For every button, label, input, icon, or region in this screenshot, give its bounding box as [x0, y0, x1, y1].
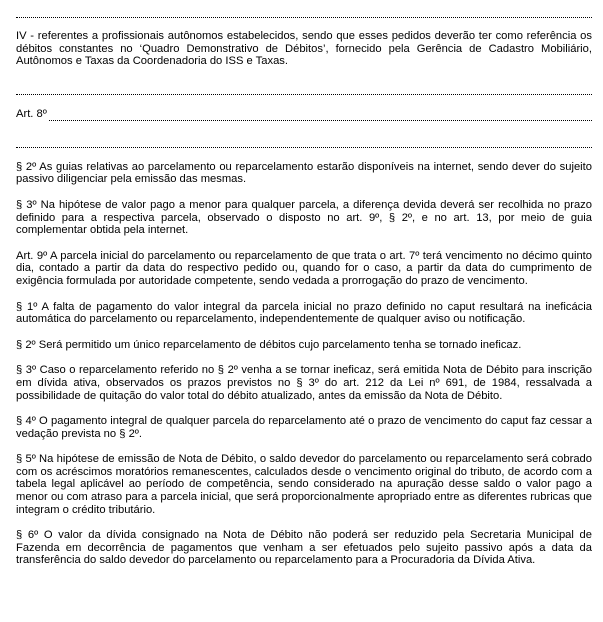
art-9-paragraph-4: § 4º O pagamento integral de qualquer parcela do reparcelamento até o prazo de vencimento do caput faz cessar a vedação prevista no § 2º. [16, 415, 592, 440]
art-8-heading [16, 108, 592, 121]
art-8-paragraph-2: § 2º As guias relativas ao parcelamento ou reparcelamento estarão disponíveis na internet, sendo dever do sujeito passivo diligenciar pela emissão das mesmas. [16, 160, 592, 186]
art-9-paragraph-5: § 5º Na hipótese de emissão de Nota de Débito, o saldo devedor do parcelamento ou reparcelamento será cobrado com os acréscimos moratórios remanescentes, calculados desde o vencimento original do tributo, de acordo com a tabela legal aplicável ao período de competência, sendo considerado na apuração desse saldo o valor pago a menor ou com atraso para a parcela inicial, que será proporcionalmente apropriado entre as diferentes rubricas que integram o crédito tributário. [16, 453, 592, 516]
omission-line [16, 134, 592, 148]
omission-line [16, 4, 592, 18]
document-page [16, 4, 592, 567]
art-9-paragraph-6: § 6º O valor da dívida consignado na Nota de Débito não poderá ser reduzido pela Secretaria Municipal de Fazenda em decorrência de pagamentos que venham a ser efetuados pelo sujeito passivo após a data da transferência do saldo devedor do parcelamento ou reparcelamento para a Procuradoria da Dívida Ativa. [16, 529, 592, 567]
omission-line [16, 81, 592, 95]
art-8-paragraph-3: § 3º Na hipótese de valor pago a menor para qualquer parcela, a diferença devida deverá ser recolhida no prazo definido para a respectiva parcela, observado o disposto no art. 9º, § 2º, e no art. 13, por meio de guia complementar obtida pela internet. [16, 198, 592, 237]
omission-fill [49, 110, 592, 121]
art-9-paragraph-3: § 3º Caso o reparcelamento referido no § 2º venha a se tornar ineficaz, será emitida Nota de Débito para inscrição em dívida ativa, observados os prazos previstos no § 3º do art. 212 da Lei nº 691, de 1984, ressalvada a possibilidade de quitação do valor total do débito atualizado, antes da emissão da Nota de Débito. [16, 364, 592, 402]
art-9-paragraph-1: § 1º A falta de pagamento do valor integral da parcela inicial no prazo definido no caput resultará na ineficácia automática do parcelamento ou reparcelamento, independentemente de qualquer aviso ou notificação. [16, 300, 592, 326]
art-9-paragraph-2: § 2º Será permitido um único reparcelamento de débitos cujo parcelamento tenha se tornado ineficaz. [16, 338, 522, 351]
art-9-caput: Art. 9º A parcela inicial do parcelamento ou reparcelamento de que trata o art. 7º terá vencimento no décimo quinto dia, contado a partir da data do respectivo pedido ou, quando for o caso, a partir da data do cumprimento de exigência formulada por autoridade competente, sendo vedada a prorrogação do prazo de vencimento. [16, 249, 592, 287]
art-8-label: Art. 8º [16, 108, 47, 121]
inciso-iv: IV - referentes a profissionais autônomos estabelecidos, sendo que esses pedidos deverão ter como referência os débitos constantes no ‘Quadro Demonstrativo de Débitos’, fornecido pela Gerência de Cadastro Mobiliário, Autônomos e Taxas da Coordenadoria do ISS e Taxas. [16, 30, 592, 68]
